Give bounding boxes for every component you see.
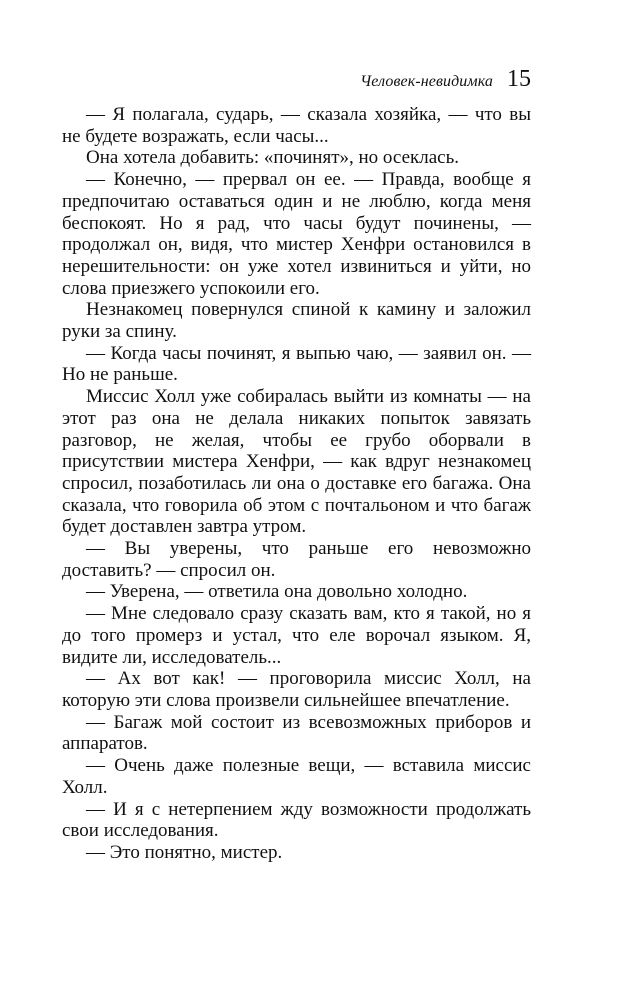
running-title: Человек-невидимка bbox=[360, 73, 493, 90]
body-text bbox=[62, 104, 531, 864]
paragraph: — Вы уверены, что раньше его невозможно доставить? — спросил он. bbox=[62, 538, 531, 581]
page-number: 15 bbox=[507, 66, 531, 92]
paragraph: — Это понятно, мистер. bbox=[86, 841, 283, 863]
paragraph: — Мне следовало сразу сказать вам, кто я такой, но я до того промерз и устал, что еле ворочал языком. Я, видите ли, исследователь... bbox=[62, 603, 531, 668]
paragraph: — Когда часы починят, я выпью чаю, — заявил он. — Но не раньше. bbox=[62, 342, 531, 386]
paragraph: — Конечно, — прервал он ее. — Правда, вообще я предпочитаю оставаться один и не люблю, когда меня беспокоят. Но я рад, что часы будут починены, — продолжал он, видя, что мистер Хенфри остановился в нерешительности: он уже хотел извиниться и уйти, но слова приезжего успокоили его. bbox=[62, 169, 531, 299]
paragraph: Миссис Холл уже собиралась выйти из комнаты — на этот раз она не делала никаких попыток завязать разговор, не желая, чтобы ее грубо оборвали в присутствии мистера Хенфри, — как вдруг незнакомец спросил, позаботилась ли она о доставке его багажа. Она сказала, что говорила об этом с почтальоном и что багаж будет доставлен завтра утром. bbox=[62, 386, 531, 538]
paragraph: Незнакомец повернулся спиной к камину и заложил руки за спину. bbox=[62, 299, 531, 343]
paragraph: — Очень даже полезные вещи, — вставила миссис Холл. bbox=[62, 755, 531, 798]
book-page bbox=[62, 0, 531, 1001]
paragraph: — Багаж мой состоит из всевозможных приборов и аппаратов. bbox=[62, 711, 531, 755]
paragraph: — И я с нетерпением жду возможности продолжать свои исследования. bbox=[62, 798, 531, 842]
paragraph: — Ах вот как! — проговорила миссис Холл, на которую эти слова произвели сильнейшее впечатление. bbox=[62, 668, 531, 711]
running-head bbox=[360, 66, 531, 93]
paragraph: — Уверена, — ответила она довольно холодно. bbox=[86, 581, 468, 603]
paragraph: — Я полагала, сударь, — сказала хозяйка, — что вы не будете возражать, если часы... bbox=[62, 104, 531, 147]
paragraph: Она хотела добавить: «починят», но осеклась. bbox=[86, 147, 459, 169]
